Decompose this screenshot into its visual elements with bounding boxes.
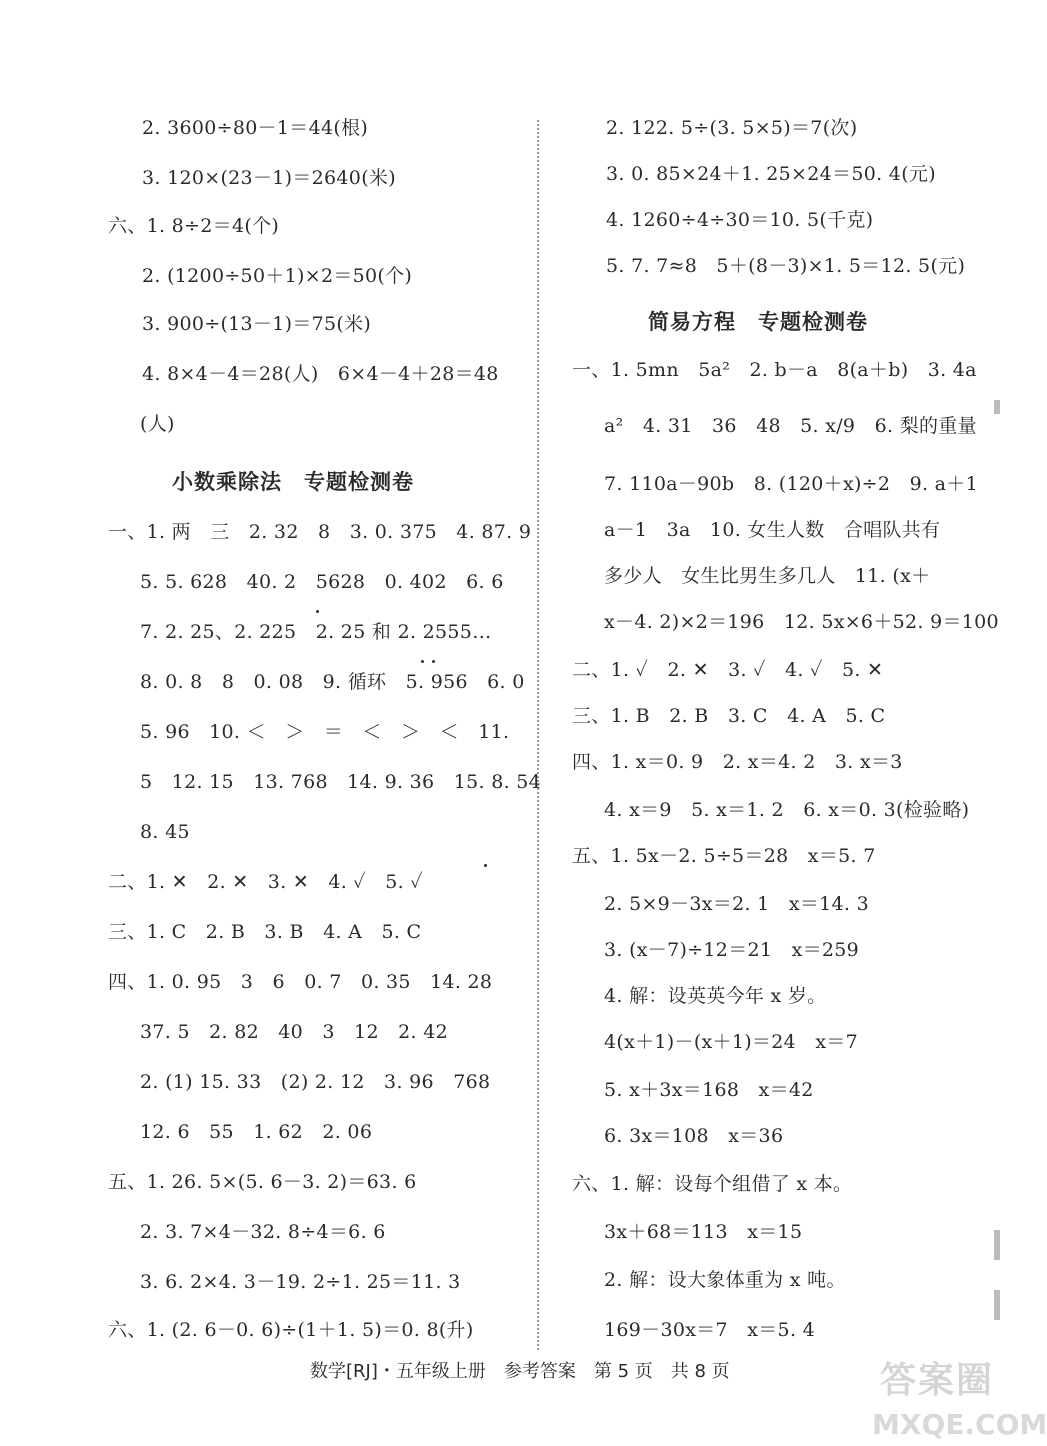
answer-line: 四、1. 0. 95 3 6 0. 7 0. 35 14. 28 <box>108 971 493 993</box>
answer-line: 4. x＝9 5. x＝1. 2 6. x＝0. 3(检验略) <box>604 799 970 821</box>
answer-line: 六、1. (2. 6－0. 6)÷(1＋1. 5)＝0. 8(升) <box>108 1319 474 1341</box>
answer-line: 8. 0. 8 8 0. 08 9. 循环 5. 956 6. 0 <box>140 671 525 693</box>
answer-line: 3. 0. 85×24＋1. 25×24＝50. 4(元) <box>606 163 936 185</box>
repeating-decimal-dot <box>432 660 435 663</box>
answer-line: 一、1. 5mn 5a² 2. b－a 8(a＋b) 3. 4a <box>572 359 977 381</box>
answer-line: 3. 900÷(13－1)＝75(米) <box>142 313 372 335</box>
answer-line: 5. 96 10. ＜ ＞ ＝ ＜ ＞ ＜ 11. <box>140 721 510 743</box>
answer-line: 3x＋68＝113 x＝15 <box>604 1221 803 1243</box>
answer-line: 3. 120×(23－1)＝2640(米) <box>142 167 396 189</box>
answer-line: x－4. 2)×2＝196 12. 5x×6＋52. 9＝100 <box>604 611 999 633</box>
answer-line: 六、1. 解：设每个组借了 x 本。 <box>572 1173 853 1195</box>
stray-mark <box>484 864 487 867</box>
answer-line: 2. (1200÷50＋1)×2＝50(个) <box>142 265 413 287</box>
answer-line: 2. 解：设大象体重为 x 吨。 <box>604 1269 846 1291</box>
answer-line: 二、1. ✕ 2. ✕ 3. ✕ 4. ✓ 5. ✓ <box>108 871 423 893</box>
answer-line: (人) <box>140 413 175 435</box>
column-divider <box>537 120 539 1350</box>
watermark-top-text: 答案圈 <box>880 1360 995 1401</box>
answer-line: a² 4. 31 36 48 5. x/9 6. 梨的重量 <box>604 415 977 437</box>
scan-edge-mark <box>994 400 1000 414</box>
answer-line: 12. 6 55 1. 62 2. 06 <box>140 1121 373 1143</box>
answer-line: 37. 5 2. 82 40 3 12 2. 42 <box>140 1021 448 1043</box>
answer-line: 2. 122. 5÷(3. 5×5)＝7(次) <box>606 117 858 139</box>
answer-line: 4. 1260÷4÷30＝10. 5(千克) <box>606 209 874 231</box>
answer-line: 三、1. C 2. B 3. B 4. A 5. C <box>108 921 422 943</box>
answer-line: a－1 3a 10. 女生人数 合唱队共有 <box>604 519 941 541</box>
answer-line: 多少人 女生比男生多几人 11. (x＋ <box>604 565 931 587</box>
answer-line: 四、1. x＝0. 9 2. x＝4. 2 3. x＝3 <box>572 751 903 773</box>
answer-line: 169－30x＝7 x＝5. 4 <box>604 1319 816 1341</box>
watermark-logo <box>862 1352 1047 1444</box>
answer-line: 3. (x－7)÷12＝21 x＝259 <box>604 939 860 961</box>
answer-line: 5. x＋3x＝168 x＝42 <box>604 1079 814 1101</box>
answer-line: 一、1. 两 三 2. 32 8 3. 0. 375 4. 87. 9 <box>108 521 532 543</box>
answer-line: 2. 3. 7×4－32. 8÷4＝6. 6 <box>140 1221 386 1243</box>
answer-line: 7. 110a－90b 8. (120＋x)÷2 9. a＋1 <box>604 473 978 495</box>
answer-line: 4. 解：设英英今年 x 岁。 <box>604 985 827 1007</box>
section-title: 简易方程 专题检测卷 <box>648 310 868 334</box>
answer-line: 3. 6. 2×4. 3－19. 2÷1. 25＝11. 3 <box>140 1271 461 1293</box>
answer-line: 2. 3600÷80－1＝44(根) <box>142 117 369 139</box>
answer-line: 5. 5. 628 40. 2 5628 0. 402 6. 6 <box>140 571 504 593</box>
answer-line: 4(x＋1)－(x＋1)＝24 x＝7 <box>604 1031 859 1053</box>
watermark-bottom-text: MXQE.COM <box>872 1408 1047 1441</box>
answer-line: 2. (1) 15. 33 (2) 2. 12 3. 96 768 <box>140 1071 491 1093</box>
answer-line: 7. 2. 25、2. 225 2. 25 和 2. 2555… <box>140 621 492 643</box>
page-footer: 数学[RJ]・五年级上册 参考答案 第 5 页 共 8 页 <box>310 1361 730 1382</box>
answer-line: 五、1. 5x－2. 5÷5＝28 x＝5. 7 <box>572 845 876 867</box>
repeating-decimal-dot <box>421 660 424 663</box>
answer-line: 三、1. B 2. B 3. C 4. A 5. C <box>572 705 886 727</box>
repeating-decimal-dot <box>316 610 319 613</box>
section-title: 小数乘除法 专题检测卷 <box>172 470 414 494</box>
scan-edge-mark <box>994 1230 1000 1260</box>
answer-line: 5 12. 15 13. 768 14. 9. 36 15. 8. 54 <box>140 771 542 793</box>
answer-line: 五、1. 26. 5×(5. 6－3. 2)＝63. 6 <box>108 1171 417 1193</box>
answer-line: 二、1. ✓ 2. ✕ 3. ✓ 4. ✓ 5. ✕ <box>572 659 884 681</box>
answer-line: 六、1. 8÷2＝4(个) <box>108 215 280 237</box>
scan-edge-mark <box>994 1290 1000 1320</box>
answer-line: 6. 3x＝108 x＝36 <box>604 1125 784 1147</box>
answer-line: 8. 45 <box>140 821 190 843</box>
answer-line: 5. 7. 7≈8 5＋(8－3)×1. 5＝12. 5(元) <box>606 255 966 277</box>
answer-line: 4. 8×4－4＝28(人) 6×4－4＋28＝48 <box>142 363 499 385</box>
answer-line: 2. 5×9－3x＝2. 1 x＝14. 3 <box>604 893 869 915</box>
